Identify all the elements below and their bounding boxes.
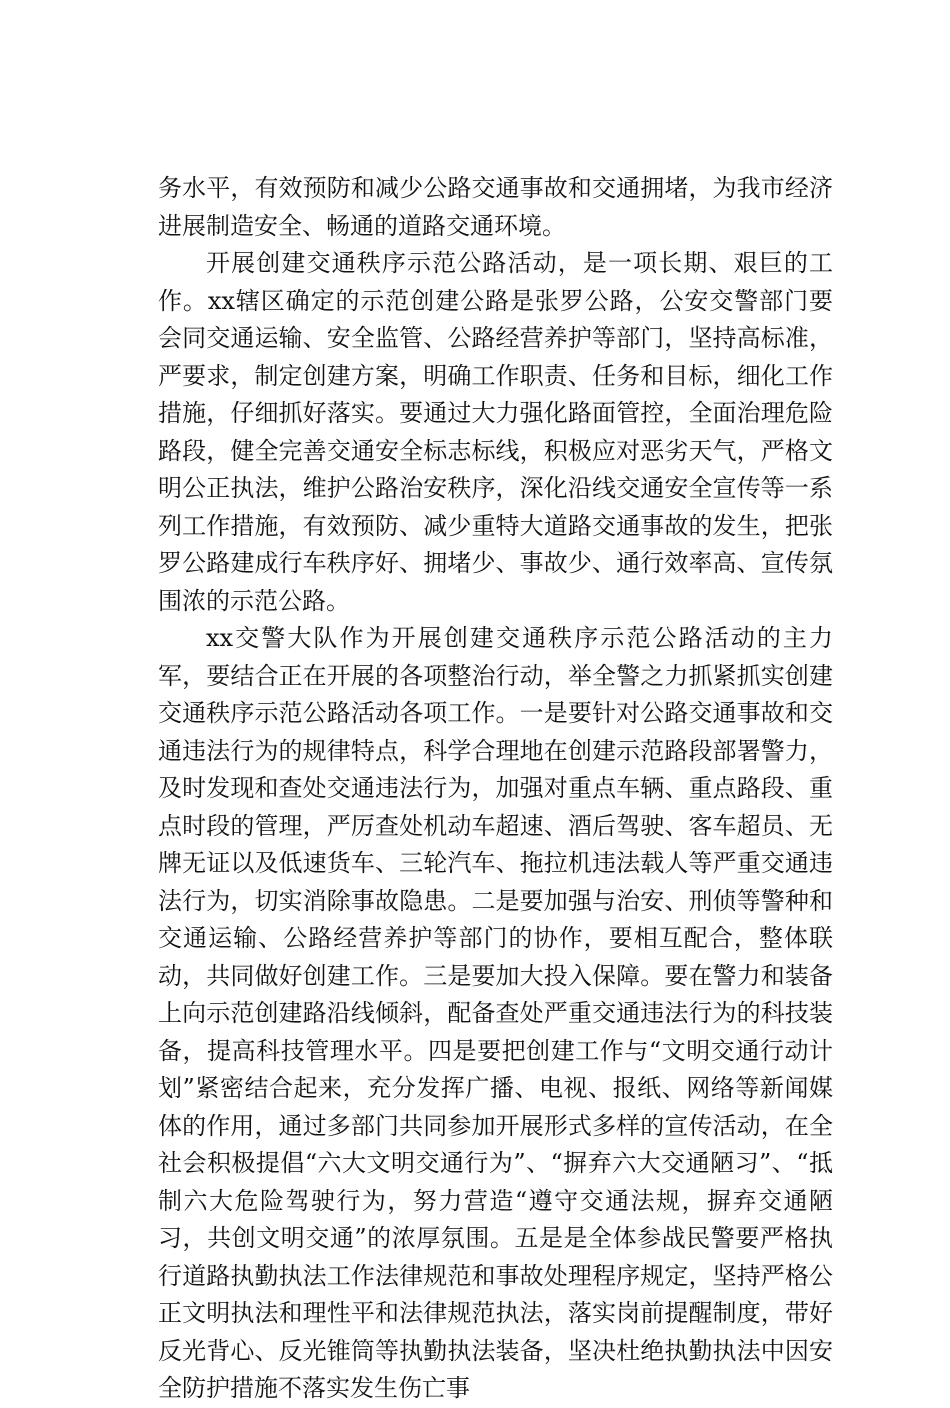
paragraph-2: 开展创建交通秩序示范公路活动，是一项长期、艰巨的工作。xx辖区确定的示范创建公路是张罗公路，公安交警部门要会同交通运输、安全监管、公路经营养护等部门，坚持高标准，严要求，制定创建方案，明确工作职责、任务和目标，细化工作措施，仔细抓好落实。要通过大力强化路面管控，全面治理危险路段，健全完善交通安全标志标线，积极应对恶劣天气，严格文明公正执法，维护公路治安秩序，深化沿线交通安全宣传等一系列工作措施，有效预防、减少重特大道路交通事故的发生，把张罗公路建成行车秩序好、拥堵少、事故少、通行效率高、宣传氛围浓的示范公路。 (158, 249, 833, 615)
paragraph-1: 务水平，有效预防和减少公路交通事故和交通拥堵，为我市经济进展制造安全、畅通的道路交通环境。 (158, 174, 833, 240)
paragraph-3: xx交警大队作为开展创建交通秩序示范公路活动的主力军，要结合正在开展的各项整治行动，举全警之力抓紧抓实创建交通秩序示范公路活动各项工作。一是要针对公路交通事故和交通违法行为的规律特点，科学合理地在创建示范路段部署警力，及时发现和查处交通违法行为，加强对重点车辆、重点路段、重点时段的管理，严厉查处机动车超速、酒后驾驶、客车超员、无牌无证以及低速货车、三轮汽车、拖拉机违法载人等严重交通违法行为，切实消除事故隐患。二是要加强与治安、刑侦等警种和交通运输、公路经营养护等部门的协作，要相互配合，整体联动，共同做好创建工作。三是要加大投入保障。要在警力和装备上向示范创建路沿线倾斜，配备查处严重交通违法行为的科技装备，提高科技管理水平。四是要把创建工作与“文明交通行动计划”紧密结合起来，充分发挥广播、电视、报纸、网络等新闻媒体的作用，通过多部门共同参加开展形式多样的宣传活动，在全社会积极提倡“六大文明交通行为”、“摒弃六大交通陋习”、“抵制六大危险驾驶行为，努力营造“遵守交通法规，摒弃交通陋习，共创文明交通”的浓厚氛围。五是是全体参战民警要严格执行道路执勤执法工作法律规范和事故处理程序规定，坚持严格公正文明执法和理性平和法律规范执法，落实岗前提醒制度，带好反光背心、反光锥筒等执勤执法装备，坚决杜绝执勤执法中因安全防护措施不落实发生伤亡事 (158, 624, 833, 1402)
document-body (158, 170, 833, 1408)
